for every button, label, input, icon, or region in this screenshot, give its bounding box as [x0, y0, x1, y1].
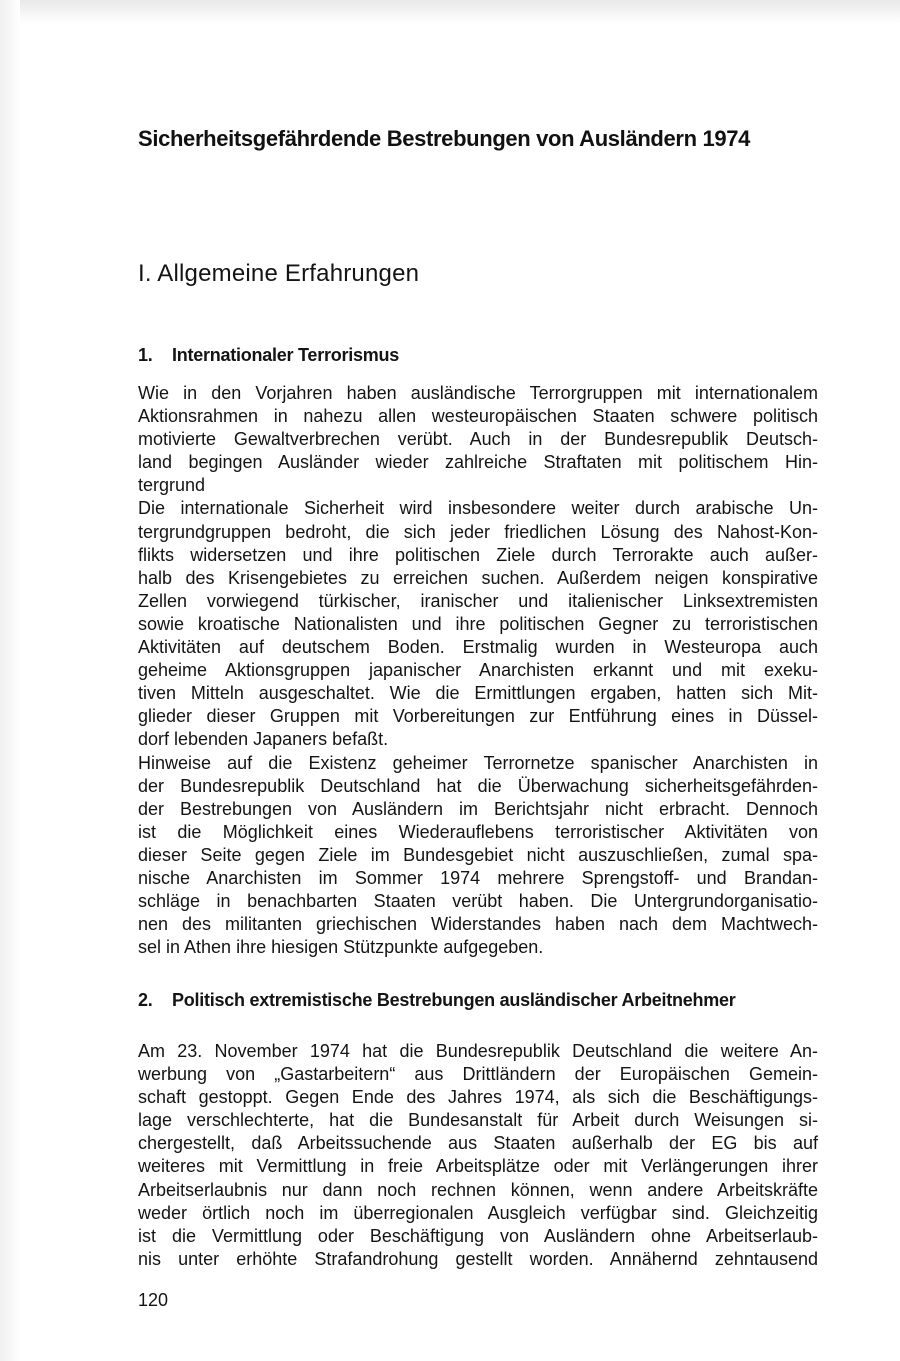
text-line: nis unter erhöhte Strafandrohung gestellt worden. Annähernd zehntausend [138, 1248, 818, 1269]
text-line: nische Anarchisten im Sommer 1974 mehrere Sprengstoff- und Brandan- [138, 867, 818, 888]
text-line: schläge in benachbarten Staaten verübt haben. Die Untergrundorganisatio- [138, 891, 818, 912]
chapter-heading: I. Allgemeine Erfahrungen [138, 260, 420, 287]
text-line: werbung von „Gastarbeitern“ aus Drittländern der Europäischen Gemein- [138, 1064, 818, 1085]
text-line: Zellen vorwiegend türkischer, iranischer und italienischer Linksextremisten [138, 590, 818, 611]
text-line: halb des Krisengebietes zu erreichen suchen. Außerdem neigen konspirative [138, 567, 818, 588]
text-line: ist die Möglichkeit eines Wiederauflebens terroristischer Aktivitäten von [138, 821, 818, 842]
section-title: Internationaler Terrorismus [172, 345, 399, 365]
text-line: dieser Seite gegen Ziele im Bundesgebiet nicht auszuschließen, zumal spa- [138, 844, 818, 865]
section-body-foreign-workers [138, 1040, 818, 1271]
text-line: Arbeitserlaubnis nur dann noch rechnen können, wenn andere Arbeitskräfte [138, 1179, 818, 1200]
text-line: tergrund [138, 475, 206, 496]
section-body-terrorism [138, 382, 818, 959]
text-line: sel in Athen ihre hiesigen Stützpunkte aufgegeben. [138, 937, 544, 958]
text-line: weiteres mit Vermittlung in freie Arbeitsplätze oder mit Verlängerungen ihrer [138, 1156, 818, 1177]
text-line: sowie kroatische Nationalisten und ihre politischen Gegner zu terroristischen [138, 613, 818, 634]
text-line: geheime Aktionsgruppen japanischer Anarchisten erkannt und mit exeku- [138, 660, 818, 681]
page-number: 120 [138, 1290, 169, 1310]
scan-left-edge [0, 0, 20, 1361]
text-line: chergestellt, daß Arbeitssuchende aus Staaten außerhalb der EG bis auf [138, 1133, 818, 1154]
section-title: Politisch extremistische Bestrebungen ausländischer Arbeitnehmer [172, 990, 736, 1010]
section-heading-foreign-workers [138, 990, 736, 1011]
text-line: weder örtlich noch im überregionalen Ausgleich verfügbar sind. Gleichzeitig [138, 1202, 818, 1223]
text-line: tergrundgruppen bedroht, die sich jeder friedlichen Lösung des Nahost-Kon- [138, 521, 818, 542]
text-line: lage verschlechterte, hat die Bundesanstalt für Arbeit durch Weisungen si- [138, 1110, 818, 1131]
text-line: flikts widersetzen und ihre politischen Ziele durch Terrorakte auch außer- [138, 544, 818, 565]
section-heading-terrorism [138, 345, 399, 366]
text-line: tiven Mitteln ausgeschaltet. Wie die Ermittlungen ergaben, hatten sich Mit- [138, 683, 818, 704]
text-line: Hinweise auf die Existenz geheimer Terrornetze spanischer Anarchisten in [138, 752, 818, 773]
text-line: ist die Vermittlung oder Beschäftigung von Ausländern ohne Arbeitserlaub- [138, 1225, 818, 1246]
section-number: 1. [138, 345, 153, 365]
text-line: Wie in den Vorjahren haben ausländische Terrorgruppen mit internationalem [138, 383, 818, 403]
section-number: 2. [138, 990, 153, 1010]
text-line: Am 23. November 1974 hat die Bundesrepublik Deutschland die weitere An- [138, 1041, 818, 1061]
text-line: schaft gestoppt. Gegen Ende des Jahres 1974, als sich die Beschäftigungs- [138, 1087, 818, 1108]
text-line: nen des militanten griechischen Widerstandes haben nach dem Machtwech- [138, 914, 818, 935]
text-line: der Bestrebungen von Ausländern im Berichtsjahr nicht erbracht. Dennoch [138, 798, 818, 819]
text-line: dorf lebenden Japaners befaßt. [138, 729, 389, 750]
text-line: glieder dieser Gruppen mit Vorbereitungen zur Entführung eines in Düssel- [138, 706, 818, 727]
text-line: motivierte Gewaltverbrechen verübt. Auch in der Bundesrepublik Deutsch- [138, 429, 818, 450]
text-line: Aktionsrahmen in nahezu allen westeuropäischen Staaten schwere politisch [138, 406, 818, 427]
text-line: Die internationale Sicherheit wird insbesondere weiter durch arabische Un- [138, 498, 818, 519]
scan-top-edge [0, 0, 900, 24]
text-line: Aktivitäten auf deutschem Boden. Erstmalig wurden in Westeuropa auch [138, 637, 818, 658]
text-line: der Bundesrepublik Deutschland hat die Überwachung sicherheitsgefährden- [138, 775, 818, 796]
text-line: land begingen Ausländer wieder zahlreiche Straftaten mit politischem Hin- [138, 452, 818, 473]
document-title: Sicherheitsgefährdende Bestrebungen von Ausländern 1974 [138, 126, 750, 151]
